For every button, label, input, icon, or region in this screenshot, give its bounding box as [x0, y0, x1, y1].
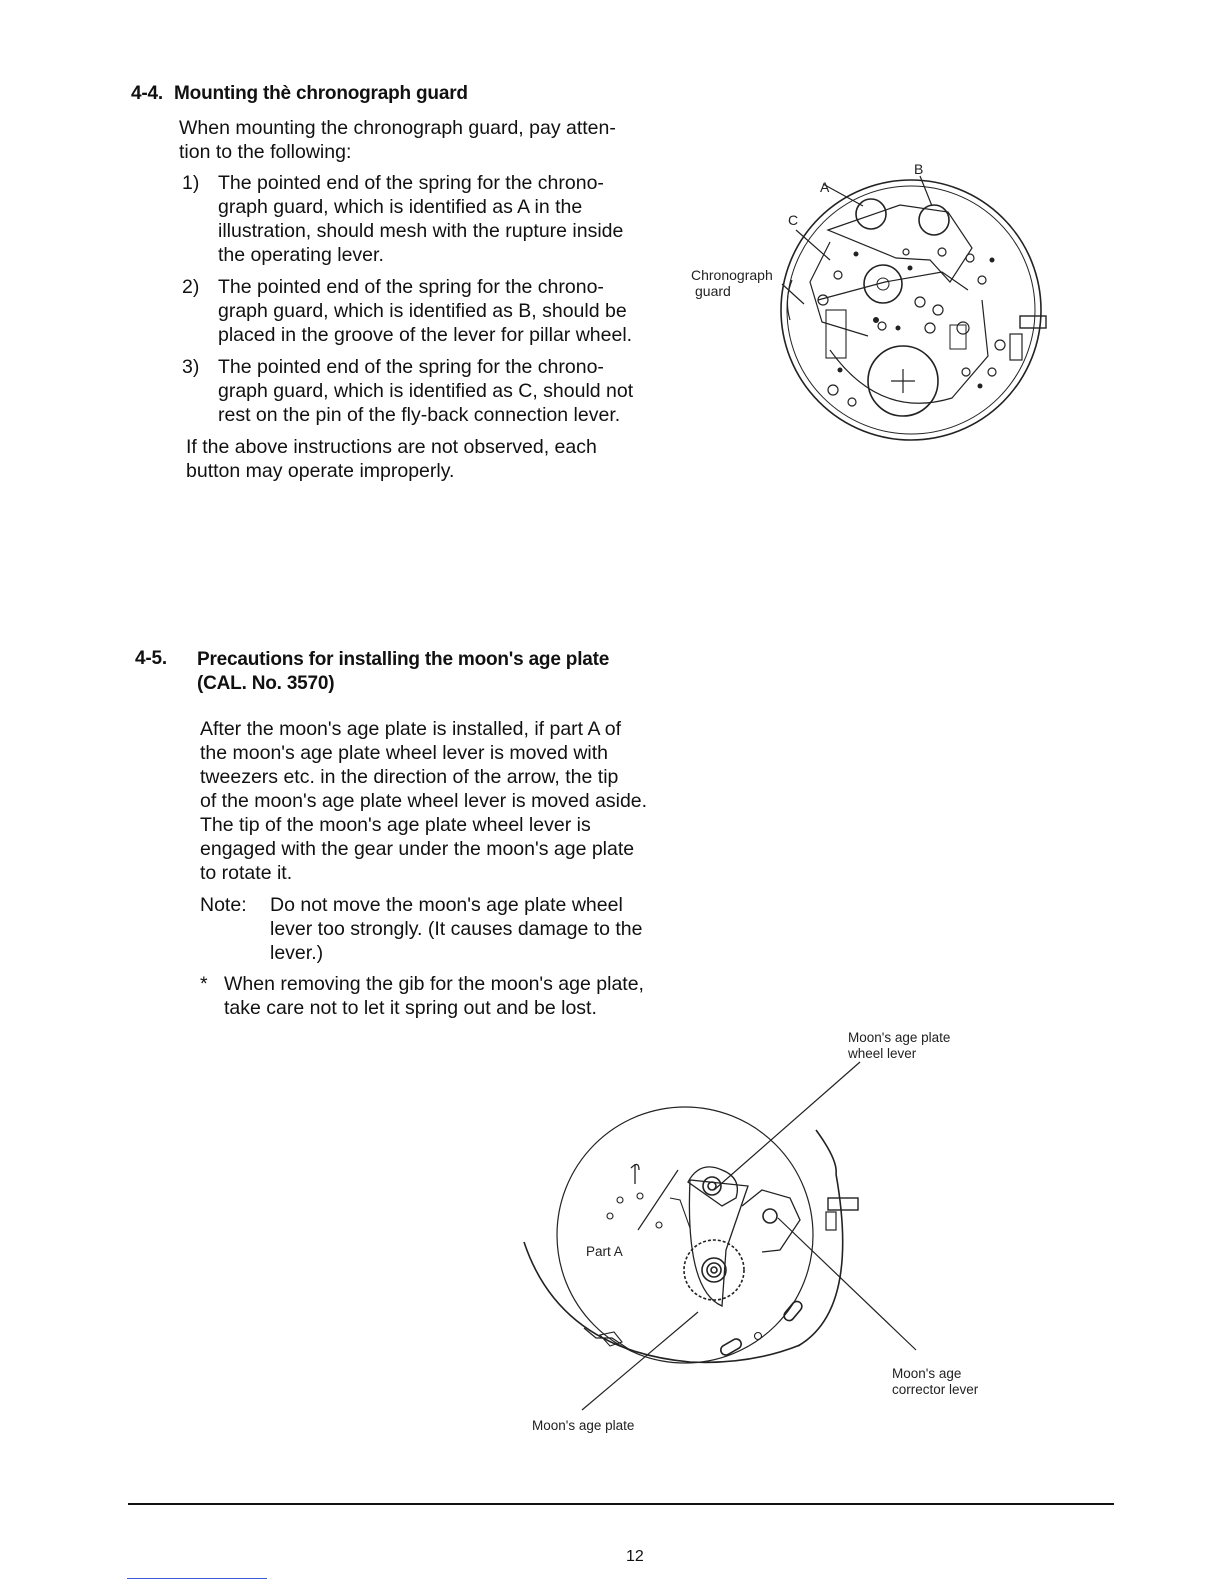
paragraph-line: the moon's age plate wheel lever is moved with	[200, 742, 609, 764]
section-44-heading	[131, 83, 468, 105]
list-item-number: 2)	[182, 276, 200, 298]
chronograph-guard-figure	[680, 150, 1060, 470]
section-44-closing	[186, 435, 670, 483]
section-44-intro	[179, 116, 667, 164]
intro-line: tion to the following:	[179, 141, 352, 163]
list-item-line: The pointed end of the spring for the chrono-	[218, 276, 604, 298]
list-item-line: The pointed end of the spring for the chrono-	[218, 356, 604, 378]
list-item-line: illustration, should mesh with the rupture inside	[218, 220, 624, 242]
section-44-number: 4-4.	[131, 83, 163, 104]
figure-label-c: C	[788, 212, 799, 228]
paragraph-line: engaged with the gear under the moon's age plate	[200, 838, 635, 860]
note-line: lever.)	[270, 942, 324, 964]
section-45-paragraph	[200, 717, 672, 885]
star-note-line: When removing the gib for the moon's age plate,	[224, 973, 644, 995]
page-number: 12	[626, 1548, 644, 1565]
section-45-title	[197, 648, 609, 696]
paragraph-line: to rotate it.	[200, 862, 293, 884]
paragraph-line: After the moon's age plate is installed, if part A of	[200, 718, 622, 740]
figure-label-b: B	[914, 161, 924, 177]
figure-label-chronograph: Chronograph	[691, 267, 773, 283]
label-wheel-lever-2: wheel lever	[848, 1046, 917, 1061]
label-moons-age-plate: Moon's age plate	[532, 1418, 635, 1433]
list-item-line: rest on the pin of the fly-back connection lever.	[218, 404, 621, 426]
note-label: Note:	[200, 894, 247, 916]
note-line: lever too strongly. (It causes damage to the	[270, 918, 643, 940]
list-item-line: graph guard, which is identified as A in the	[218, 196, 583, 218]
list-item-number: 1)	[182, 172, 200, 194]
section-45-number: 4-5.	[135, 648, 167, 669]
star-note-line: take care not to let it spring out and be lost.	[224, 997, 597, 1019]
moons-age-plate-figure	[500, 1020, 1020, 1440]
figure-label-guard: guard	[695, 283, 731, 299]
section-44-title: Mounting thè chronograph guard	[174, 83, 468, 104]
footer-link-line	[127, 1578, 267, 1579]
section-45-title-line: Precautions for installing the moon's age plate	[197, 649, 610, 670]
section-45-title-line: (CAL. No. 3570)	[197, 673, 335, 694]
label-wheel-lever-1: Moon's age plate	[848, 1030, 951, 1045]
paragraph-line: of the moon's age plate wheel lever is moved aside.	[200, 790, 648, 812]
paragraph-line: The tip of the moon's age plate wheel lever is	[200, 814, 591, 836]
label-corrector-1: Moon's age	[892, 1366, 962, 1381]
list-item-line: The pointed end of the spring for the chrono-	[218, 172, 604, 194]
list-item-number: 3)	[182, 356, 200, 378]
star-bullet: *	[200, 973, 208, 995]
list-item-line: graph guard, which is identified as B, should be	[218, 300, 627, 322]
label-part-a: Part A	[586, 1244, 623, 1259]
paragraph-line: tweezers etc. in the direction of the arrow, the tip	[200, 766, 619, 788]
list-item-line: graph guard, which is identified as C, should not	[218, 380, 634, 402]
figure-label-a: A	[820, 179, 830, 195]
list-item-line: placed in the groove of the lever for pillar wheel.	[218, 324, 633, 346]
label-corrector-2: corrector lever	[892, 1382, 979, 1397]
list-item-line: the operating lever.	[218, 244, 384, 266]
section-45-heading	[135, 648, 167, 670]
intro-line: When mounting the chronograph guard, pay atten-	[179, 117, 616, 139]
closing-line: If the above instructions are not observed, each	[186, 436, 597, 458]
closing-line: button may operate improperly.	[186, 460, 455, 482]
footer-rule	[128, 1503, 1114, 1505]
note-line: Do not move the moon's age plate wheel	[270, 894, 623, 916]
